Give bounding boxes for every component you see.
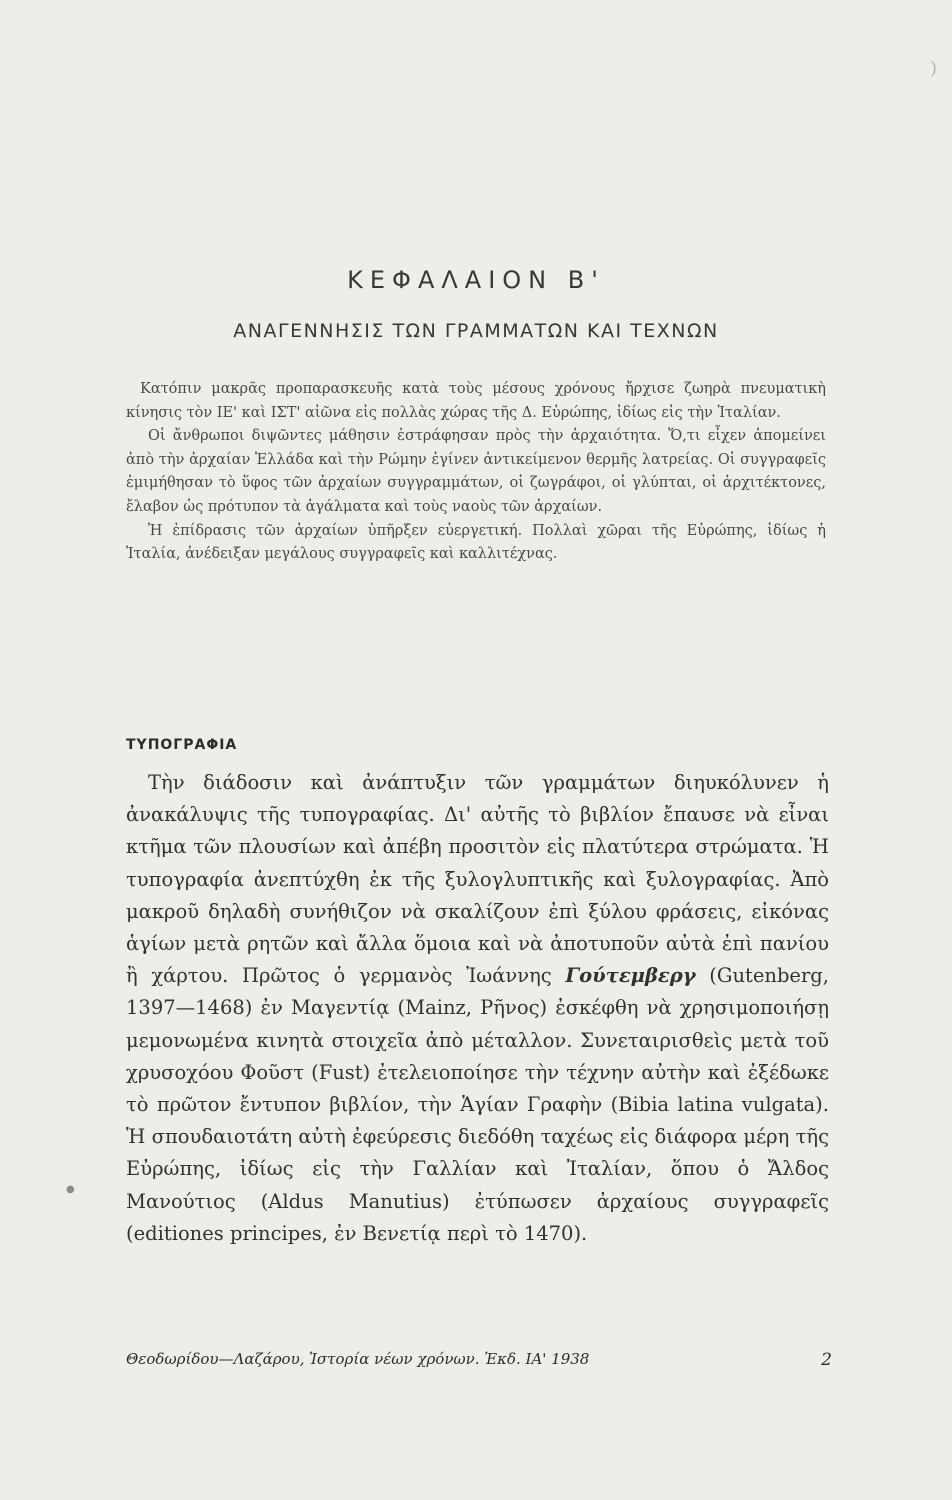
paragraph-text-part-1: Τὴν διάδοσιν καὶ ἀνάπτυξιν τῶν γραμμάτων διηυκόλυνεν ἡ ἀνακάλυψις τῆς τυπογραφίας. Δι' αὐτῆς τὸ βιβλίον ἔπαυσε νὰ εἶναι κτῆμα τῶν πλουσίων καὶ ἀπέβη προσιτὸν εἰς πλατύτερα στρώματα. Ἡ τυπογραφία ἀνεπτύχθη ἐκ τῆς ξυλογλυπτικῆς καὶ ξυλογραφίας. Ἀπὸ μακροῦ δηλαδὴ συνήθιζον νὰ σκαλίζουν ἐπὶ ξύλου φράσεις, εἰκόνας ἁγίων μετὰ ρητῶν καὶ ἄλλα ὅμοια καὶ νὰ ἀποτυποῦν αὐτὰ ἐπὶ πανίου ἢ χάρτου. Πρῶτος ὁ γερμανὸς Ἰωάννης (126, 771, 829, 988)
page-edge-mark: ) (930, 58, 938, 79)
intro-paragraph-2: Οἱ ἄνθρωποι διψῶντες μάθησιν ἐστράφησαν πρὸς τὴν ἀρχαιότητα. Ὅ,τι εἶχεν ἀπομείνει ἀπὸ τὴν ἀρχαίαν Ἑλλάδα καὶ τὴν Ρώμην ἐγίνεν ἀντικείμενον θερμῆς λατρείας. Οἱ συγγραφεῖς ἐμιμήθησαν τὸ ὕφος τῶν ἀρχαίων συγγραμμάτων, οἱ ζωγράφοι, οἱ γλύπται, οἱ ἀρχιτέκτονες, ἔλαβον ὡς πρότυπον τὰ ἀγάλματα καὶ τοὺς ναοὺς τῶν ἀρχαίων. (126, 428, 826, 515)
intro-text (126, 378, 826, 567)
intro-paragraph-3: Ἡ ἐπίδρασις τῶν ἀρχαίων ὑπῆρξεν εὐεργετική. Πολλαὶ χῶραι τῆς Εὐρώπης, ἰδίως ἡ Ἰταλία, ἀνέδειξαν μεγάλους συγγραφεῖς καὶ καλλιτέχνας. (126, 522, 826, 563)
paragraph-text-part-2: (Gutenberg, 1397—1468) ἐν Μαγεντίᾳ (Mainz, Ρῆνος) ἐσκέφθη νὰ χρησιμοποιήσῃ μεμονωμένα κινητὰ στοιχεῖα ἀπὸ μέταλλον. Συνεταιρισθεὶς μετὰ τοῦ χρυσοχόου Φοῦστ (Fust) ἐτελειοποίησε τὴν τέχνην αὐτὴν καὶ ἐξέδωκε τὸ πρῶτον ἔντυπον βιβλίον, τὴν Ἁγίαν Γραφὴν (Bibia latina vulgata). Ἡ σπουδαιοτάτη αὐτὴ ἐφεύρεσις διεδόθη ταχέως εἰς διάφορα μέρη τῆς Εὐρώπης, ἰδίως εἰς τὴν Γαλλίαν καὶ Ἰταλίαν, ὅπου ὁ Ἄλδος Μανούτιος (Aldus Manutius) ἐτύπωσεν ἀρχαίους συγγραφεῖς (editiones principes, ἐν Βενετίᾳ περὶ τὸ 1470). (126, 964, 829, 1245)
section-paragraph (126, 767, 829, 1250)
section-heading: ΤΥΠΟΓΡΑΦΙΑ (126, 737, 238, 753)
footer-citation: Θεοδωρίδου—Λαζάρου, Ἱστορία νέων χρόνων. Ἐκδ. ΙΑ' 1938 (126, 1350, 590, 1368)
gutenberg-name: Γούτεμβεργ (565, 964, 696, 988)
page-number: 2 (821, 1350, 832, 1370)
page-footer (126, 1350, 832, 1370)
intro-paragraph-1: Κατόπιν μακρᾶς προπαρασκευῆς κατὰ τοὺς μέσους χρόνους ἤρχισε ζωηρὰ πνευματικὴ κίνησις τὸν ΙΕ' καὶ ΙΣΤ' αἰῶνα εἰς πολλὰς χώρας τῆς Δ. Εὐρώπης, ἰδίως εἰς τὴν Ἰταλίαν. (126, 381, 826, 421)
margin-mark: ● (66, 1184, 75, 1195)
section-body (126, 767, 829, 1250)
chapter-title: ΚΕΦΑΛΑΙΟΝ Β' (347, 266, 605, 294)
chapter-subtitle: ΑΝΑΓΕΝΝΗΣΙΣ ΤΩΝ ΓΡΑΜΜΑΤΩΝ ΚΑΙ ΤΕΧΝΩΝ (233, 320, 719, 342)
